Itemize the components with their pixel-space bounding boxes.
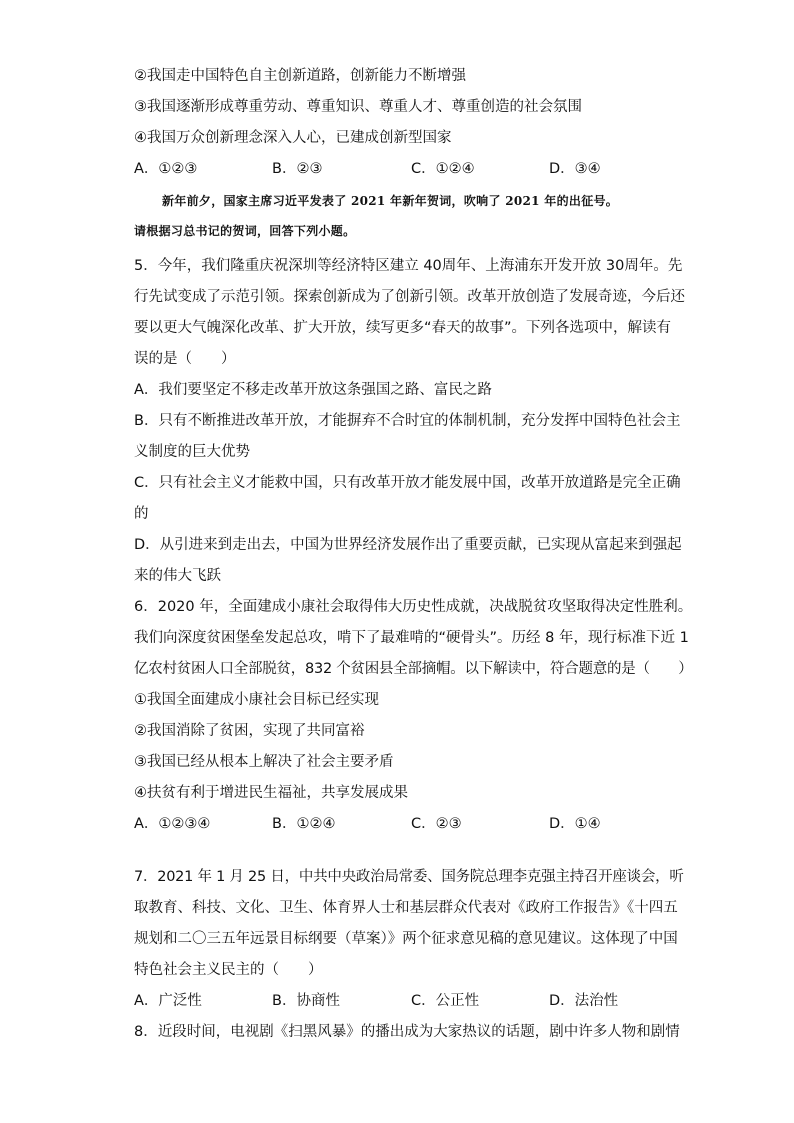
q6-stem-line-3: 亿农村贫困人口全部脱贫，832 个贫困县全部摘帽。以下解读中，符合题意的是（ ） xyxy=(134,661,693,677)
q4-statement-2: ②我国走中国特色自主创新道路，创新能力不断增强 xyxy=(134,68,466,84)
q6-option-b: B．①②④ xyxy=(272,816,336,832)
q6-option-a: A．①②③④ xyxy=(134,816,211,832)
q5-option-c-line-1: C．只有社会主义才能救中国，只有改革开放才能发展中国，改革开放道路是完全正确 xyxy=(134,475,681,491)
q4-option-d: D．③④ xyxy=(549,161,601,177)
q6-stem-line-1: 6．2020 年，全面建成小康社会取得伟大历史性成就，决战脱贫攻坚取得决定性胜利。 xyxy=(134,599,693,615)
q5-option-d-line-1: D．从引进来到走出去，中国为世界经济发展作出了重要贡献，已实现从富起来到强起 xyxy=(134,537,682,553)
q5-option-b-line-2: 义制度的巨大优势 xyxy=(134,444,250,460)
q5-option-b-line-1: B．只有不断推进改革开放，才能摒弃不合时宜的体制机制，充分发挥中国特色社会主 xyxy=(134,413,681,429)
q5-option-c-line-2: 的 xyxy=(134,506,149,522)
q6-option-c: C．②③ xyxy=(411,816,462,832)
q4-option-b: B．②③ xyxy=(272,161,323,177)
q6-stem-line-2: 我们向深度贫困堡垒发起总攻，啃下了最难啃的“硬骨头”。历经 8 年，现行标准下近 1 xyxy=(134,630,689,646)
q4-statement-4: ④我国万众创新理念深入人心，已建成创新型国家 xyxy=(134,130,452,146)
q4-option-c: C．①②④ xyxy=(411,161,475,177)
q7-stem-line-4: 特色社会主义民主的（ ） xyxy=(134,962,323,978)
q6-statement-1: ①我国全面建成小康社会目标已经实现 xyxy=(134,692,379,708)
q7-stem-line-2: 取教育、科技、文化、卫生、体育界人士和基层群众代表对《政府工作报告》《十四五 xyxy=(134,900,678,916)
q6-statement-3: ③我国已经从根本上解决了社会主要矛盾 xyxy=(134,754,394,770)
q7-stem-line-1: 7．2021 年 1 月 25 日，中共中央政治局常委、国务院总理李克强主持召开座谈会，听 xyxy=(134,869,684,885)
q6-options xyxy=(134,814,664,834)
q6-option-d: D．①④ xyxy=(549,816,601,832)
q7-options xyxy=(134,991,664,1011)
q5-option-a: A．我们要坚定不移走改革开放这条强国之路、富民之路 xyxy=(134,382,492,398)
q5-stem-line-1: 5．今年，我们隆重庆祝深圳等经济特区建立 40周年、上海浦东开发开放 30周年。先 xyxy=(134,258,683,274)
q5-stem-line-3: 要以更大气魄深化改革、扩大开放，续写更多“春天的故事”。下列各选项中，解读有 xyxy=(134,320,672,336)
q7-option-a: A．广泛性 xyxy=(134,993,202,1009)
q5-option-d-line-2: 来的伟大飞跃 xyxy=(134,568,221,584)
q4-statement-3: ③我国逐渐形成尊重劳动、尊重知识、尊重人才、尊重创造的社会氛围 xyxy=(134,99,582,115)
q7-stem-line-3: 规划和二〇三五年远景目标纲要（草案）》两个征求意见稿的意见建议。这体现了中国 xyxy=(134,931,678,947)
q7-option-b: B．协商性 xyxy=(272,993,340,1009)
q4-options xyxy=(134,159,664,179)
material-intro-line-2: 请根据习总书记的贺词，回答下列小题。 xyxy=(134,224,356,238)
q6-statement-4: ④扶贫有利于增进民生福祉，共享发展成果 xyxy=(134,785,408,801)
q5-stem-line-4: 误的是（ ） xyxy=(134,351,236,367)
q6-statement-2: ②我国消除了贫困，实现了共同富裕 xyxy=(134,723,365,739)
material-intro-line-1: 新年前夕，国家主席习近平发表了 2021 年新年贺词，吹响了 2021 年的出征号。 xyxy=(162,194,619,208)
q5-stem-line-2: 行先试变成了示范引领。探索创新成为了创新引领。改革开放创造了发展奇迹，今后还 xyxy=(134,289,685,305)
q4-option-a: A．①②③ xyxy=(134,161,198,177)
q7-option-c: C．公正性 xyxy=(411,993,480,1009)
q8-stem-line-1: 8．近段时间，电视剧《扫黑风暴》的播出成为大家热议的话题，剧中许多人物和剧情 xyxy=(134,1024,680,1040)
q7-option-d: D．法治性 xyxy=(549,993,619,1009)
